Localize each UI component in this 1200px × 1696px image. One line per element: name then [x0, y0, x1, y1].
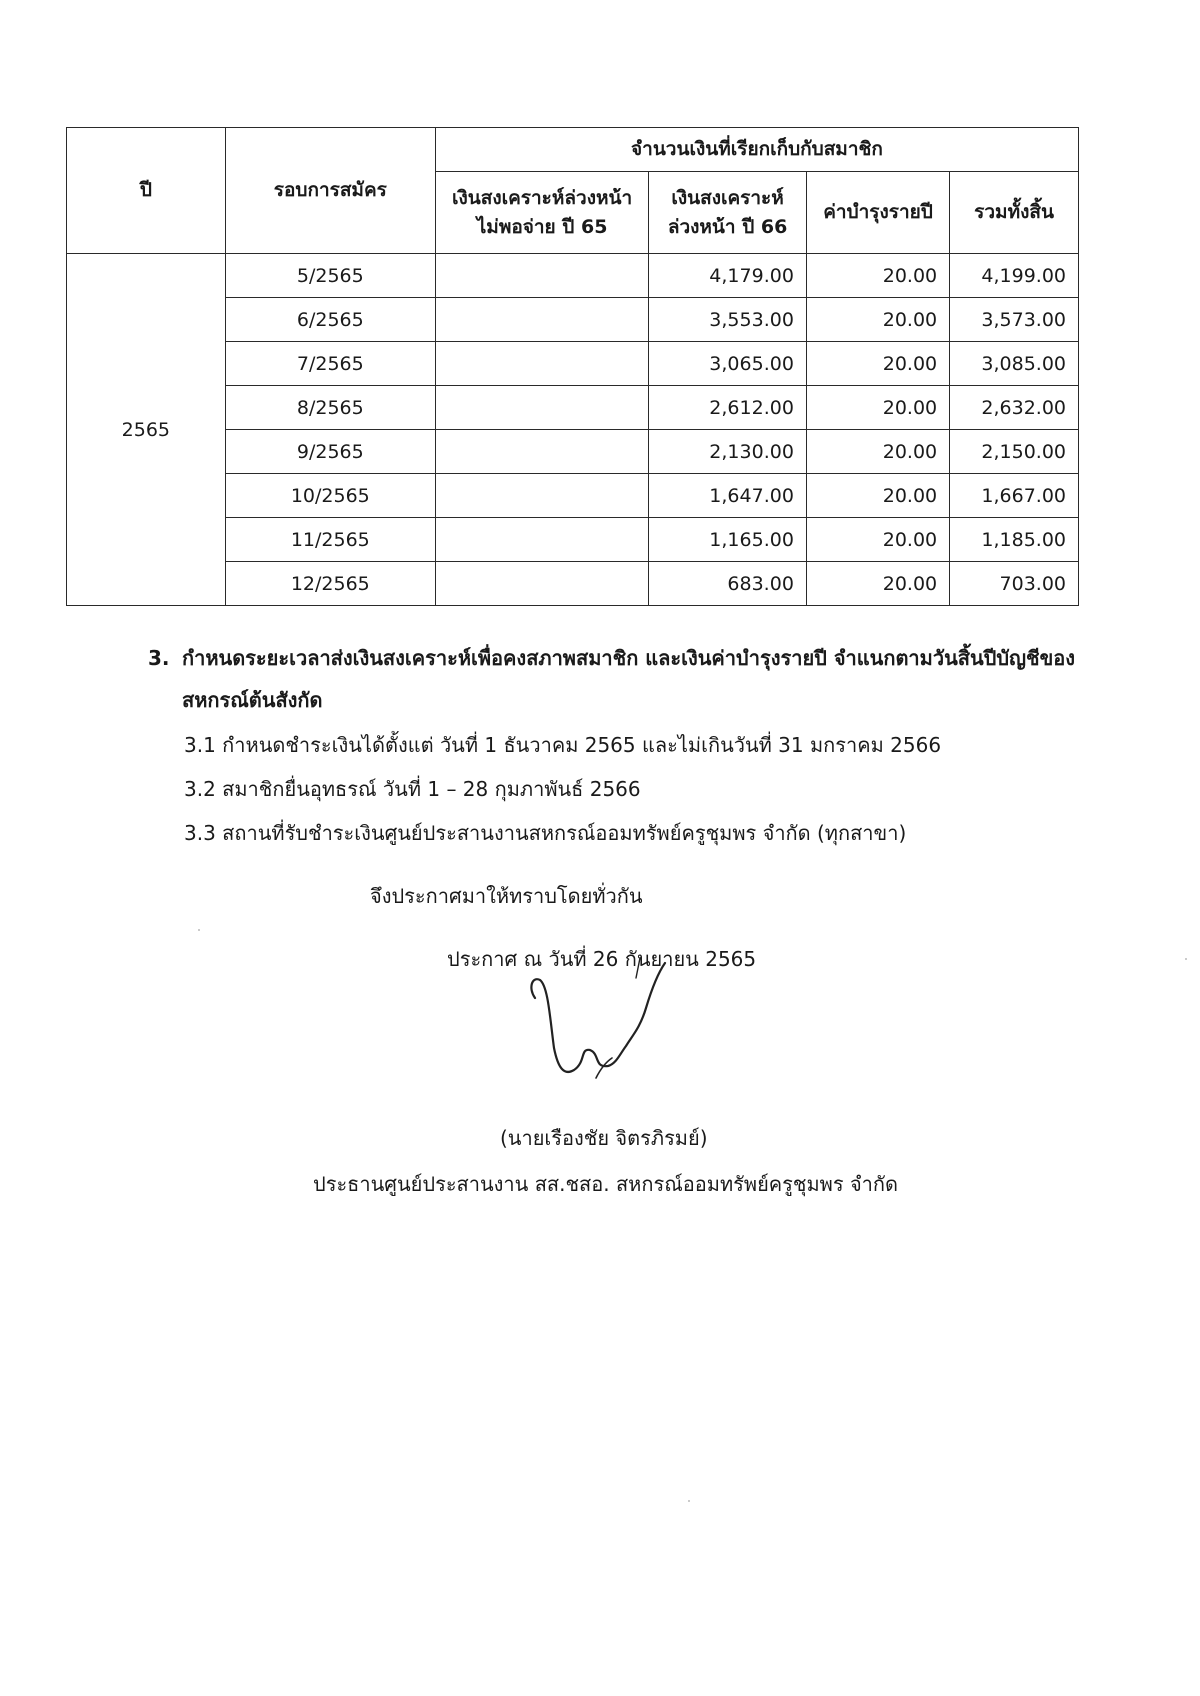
header-total: รวมทั้งสิ้น [950, 172, 1079, 254]
annual-fee-cell: 20.00 [806, 342, 949, 386]
total-cell: 1,185.00 [950, 518, 1079, 562]
handwritten-signature [520, 958, 720, 1128]
annual-fee-cell: 20.00 [806, 562, 949, 606]
scan-speck [1185, 958, 1187, 960]
section-3 [148, 637, 1128, 855]
header-advance: เงินสงเคราะห์ ล่วงหน้า ปี 66 [649, 172, 807, 254]
insufficient-cell [435, 254, 648, 298]
annual-fee-cell: 20.00 [806, 518, 949, 562]
insufficient-cell [435, 298, 648, 342]
round-cell: 10/2565 [225, 474, 435, 518]
annual-fee-cell: 20.00 [806, 254, 949, 298]
insufficient-cell [435, 386, 648, 430]
fee-table-body [67, 254, 1079, 606]
total-cell: 3,573.00 [950, 298, 1079, 342]
annual-fee-cell: 20.00 [806, 430, 949, 474]
section-heading-text: กำหนดระยะเวลาส่งเงินสงเคราะห์เพื่อคงสภาพสมาชิก และเงินค่าบำรุงรายปี จำแนกตามวันสิ้นปีบัญชีของสหกรณ์ต้นสังกัด [182, 646, 1076, 712]
insufficient-cell [435, 430, 648, 474]
total-cell: 2,150.00 [950, 430, 1079, 474]
advance-cell: 1,165.00 [649, 518, 807, 562]
insufficient-cell [435, 342, 648, 386]
total-cell: 1,667.00 [950, 474, 1079, 518]
total-cell: 2,632.00 [950, 386, 1079, 430]
advance-cell: 1,647.00 [649, 474, 807, 518]
round-cell: 6/2565 [225, 298, 435, 342]
advance-cell: 2,612.00 [649, 386, 807, 430]
total-cell: 3,085.00 [950, 342, 1079, 386]
scan-speck [198, 929, 200, 931]
round-cell: 9/2565 [225, 430, 435, 474]
annual-fee-cell: 20.00 [806, 386, 949, 430]
insufficient-cell [435, 474, 648, 518]
insufficient-cell [435, 562, 648, 606]
table-row [67, 254, 1079, 298]
scan-speck [688, 1500, 690, 1502]
section-item: 3.2 สมาชิกยื่นอุทธรณ์ วันที่ 1 – 28 กุมภาพันธ์ 2566 [184, 777, 641, 801]
closing-statement: จึงประกาศมาให้ทราบโดยทั่วกัน [370, 884, 643, 908]
header-year: ปี [67, 128, 226, 254]
advance-cell: 3,553.00 [649, 298, 807, 342]
round-cell: 5/2565 [225, 254, 435, 298]
total-cell: 4,199.00 [950, 254, 1079, 298]
round-cell: 11/2565 [225, 518, 435, 562]
round-cell: 12/2565 [225, 562, 435, 606]
round-cell: 7/2565 [225, 342, 435, 386]
total-cell: 703.00 [950, 562, 1079, 606]
section-item: 3.1 กำหนดชำระเงินได้ตั้งแต่ วันที่ 1 ธันวาคม 2565 และไม่เกินวันที่ 31 มกราคม 2566 [184, 733, 942, 757]
section-3-items [184, 723, 1128, 855]
section-3-heading [148, 637, 1128, 721]
header-round: รอบการสมัคร [225, 128, 435, 254]
header-insufficient: เงินสงเคราะห์ล่วงหน้า ไม่พอจ่าย ปี 65 [435, 172, 648, 254]
section-item: 3.3 สถานที่รับชำระเงินศูนย์ประสานงานสหกรณ์ออมทรัพย์ครูชุมพร จำกัด (ทุกสาขา) [184, 821, 907, 845]
round-cell: 8/2565 [225, 386, 435, 430]
signer-title: ประธานศูนย์ประสานงาน สส.ชสอ. สหกรณ์ออมทรัพย์ครูชุมพร จำกัด [313, 1172, 899, 1196]
insufficient-cell [435, 518, 648, 562]
annual-fee-cell: 20.00 [806, 474, 949, 518]
advance-cell: 2,130.00 [649, 430, 807, 474]
advance-cell: 4,179.00 [649, 254, 807, 298]
signer-name: (นายเรืองชัย จิตรภิรมย์) [500, 1126, 708, 1150]
announcement-date: ประกาศ ณ วันที่ 26 กันยายน 2565 [447, 947, 757, 971]
header-amount-group: จำนวนเงินที่เรียกเก็บกับสมาชิก [435, 128, 1078, 172]
advance-cell: 683.00 [649, 562, 807, 606]
section-number: 3. [148, 646, 170, 670]
year-cell: 2565 [67, 254, 226, 606]
fee-table [66, 127, 1079, 606]
header-annual-fee: ค่าบำรุงรายปี [806, 172, 949, 254]
advance-cell: 3,065.00 [649, 342, 807, 386]
annual-fee-cell: 20.00 [806, 298, 949, 342]
